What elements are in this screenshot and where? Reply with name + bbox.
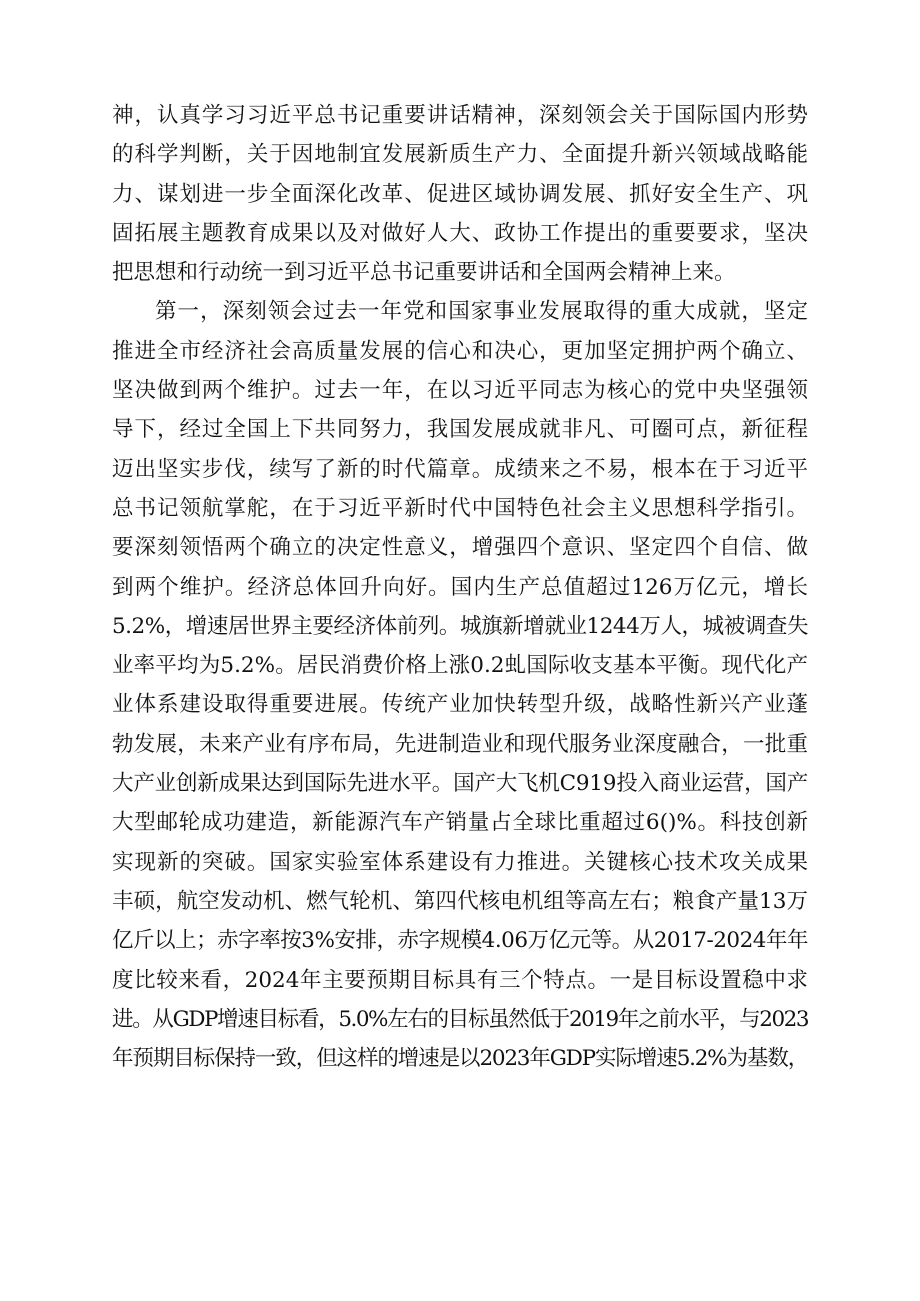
text-line: 年预期目标保持一致，但这样的增速是以2023年GDP实际增速5.2%为基数， [112,1046,808,1072]
text-line: 大型邮轮成功建造，新能源汽车产销量占全球比重超过6()%。科技创新 [112,810,808,836]
text-line: 勃发展，未来产业有序布局，先进制造业和现代服务业深度融合，一批重 [112,731,808,757]
paragraph-end-line: 把思想和行动统一到习近平总书记重要讲话和全国两会精神上来。 [112,260,736,286]
text-line: 大产业创新成果达到国际先进水平。国产大飞机C919投入商业运营，国产 [112,771,808,797]
paragraph-first-line: 第一，深刻领会过去一年党和国家事业发展取得的重大成就，坚定 [155,299,808,325]
text-line: 力、谋划进一步全面深化改革、促进区域协调发展、抓好安全生产、巩 [112,181,808,207]
text-line: 的科学判断，关于因地制宜发展新质生产力、全面提升新兴领域战略能 [112,142,808,168]
text-line: 进。从GDP增速目标看，5.0%左右的目标虽然低于2019年之前水平，与2023 [112,1006,808,1032]
text-line: 迈出坚实步伐，续写了新的时代篇章。成绩来之不易，根本在于习近平 [112,456,808,482]
text-line: 神，认真学习习近平总书记重要讲话精神，深刻领会关于国际国内形势 [112,103,808,128]
text-line: 固拓展主题教育成果以及对做好人大、政协工作提出的重要要求，坚决 [112,220,808,246]
text-line: 坚决做到两个维护。过去一年，在以习近平同志为核心的党中央坚强领 [112,378,808,404]
text-line: 业体系建设取得重要进展。传统产业加快转型升级，战略性新兴产业蓬 [112,692,808,718]
text-line: 亿斤以上；赤字率按3%安排，赤字规模4.06万亿元等。从2017-2024年年 [112,928,808,954]
text-line: 总书记领航掌舵，在于习近平新时代中国特色社会主义思想科学指引。 [112,495,808,521]
text-line: 推进全市经济社会高质量发展的信心和决心，更加坚定拥护两个确立、 [112,338,808,364]
text-line: 度比较来看，2024年主要预期目标具有三个特点。一是目标设置稳中求 [112,967,808,993]
text-line: 丰硕，航空发动机、燃气轮机、第四代核电机组等高左右；粮食产量13万 [112,888,808,914]
text-line: 业率平均为5.2%。居民消费价格上涨0.2虬国际收支基本平衡。现代化产 [112,653,808,679]
text-line: 实现新的突破。国家实验室体系建设有力推进。关键核心技术攻关成果 [112,849,808,875]
text-line: 要深刻领悟两个确立的决定性意义，增强四个意识、坚定四个自信、做 [112,535,808,561]
text-line: 到两个维护。经济总体回升向好。国内生产总值超过126万亿元，增长 [112,574,808,600]
text-line: 导下，经过全国上下共同努力，我国发展成就非凡、可圈可点，新征程 [112,417,808,443]
body-text [112,96,808,1078]
text-line: 5.2%，增速居世界主要经济体前列。城旗新增就业1244万人，城被调查失 [112,613,808,639]
